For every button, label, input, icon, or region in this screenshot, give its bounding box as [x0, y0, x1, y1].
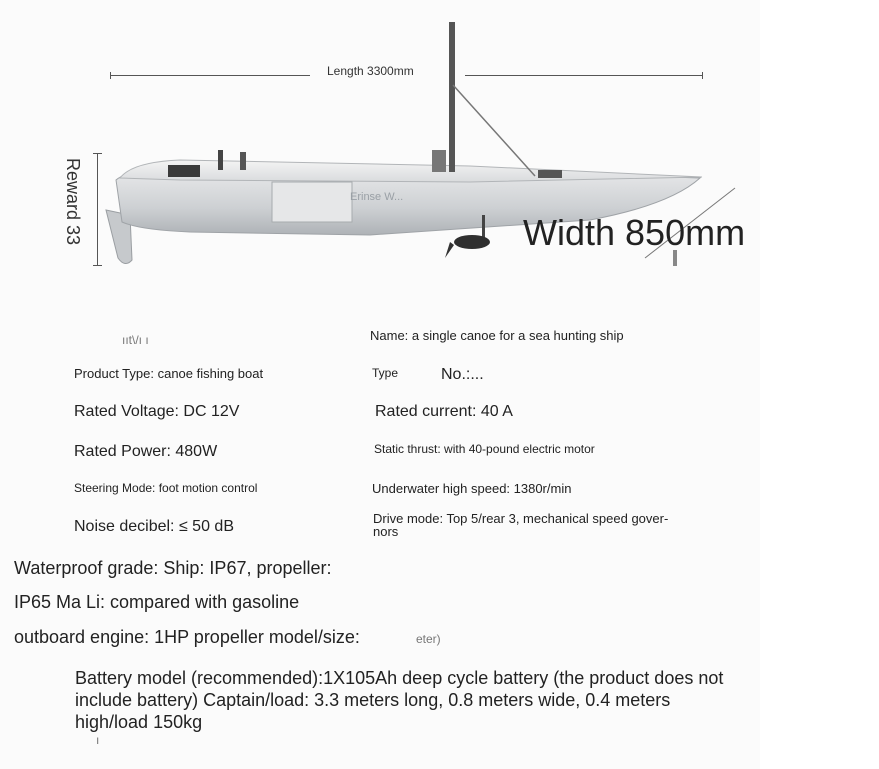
propeller-motor: [454, 235, 490, 249]
spec-rated-current: Rated current: 40 A: [375, 403, 513, 420]
spec-waterproof-1: Waterproof grade: Ship: IP67, propeller:: [14, 558, 332, 578]
spec-static-thrust: Static thrust: with 40-pound electric motor: [374, 442, 595, 456]
length-label: Length 3300mm: [327, 64, 414, 78]
hull-hatch: [272, 182, 352, 222]
spec-product-type: Product Type: canoe fishing boat: [74, 366, 264, 381]
hull-brand: Erinse W...: [350, 191, 404, 203]
mast-base: [432, 150, 446, 172]
rear-fitting: [538, 170, 562, 178]
deck: [120, 160, 702, 182]
seat: [168, 165, 200, 177]
spec-waterproof-2: IP65 Ma Li: compared with gasoline: [14, 592, 300, 612]
spec-name: Name: a single canoe for a sea hunting ship: [370, 328, 624, 343]
height-label: Reward 33: [63, 158, 83, 246]
spec-type-label: Type: [372, 366, 399, 380]
spec-steering-mode: Steering Mode: foot motion control: [74, 481, 258, 495]
spec-noise: Noise decibel: ≤ 50 dB: [74, 518, 234, 535]
spec-underwater-speed: Underwater high speed: 1380r/min: [372, 481, 572, 496]
spec-drive-mode-2: nors: [373, 524, 399, 539]
propeller-shaft: [482, 215, 485, 240]
seat-back: [218, 150, 223, 170]
width-label: Width 850mm: [523, 212, 746, 253]
spec-rated-voltage: Rated Voltage: DC 12V: [74, 403, 240, 420]
propeller-blade: [445, 242, 454, 258]
spec-outboard: outboard engine: 1HP propeller model/size:: [14, 627, 360, 647]
spec-drive-mode-1: Drive mode: Top 5/rear 3, mechanical speed gover-: [373, 511, 669, 526]
spec-type-value: No.:...: [441, 366, 484, 383]
spec-outboard-faded: eter): [416, 632, 441, 646]
footer-mark: ı: [96, 733, 100, 747]
faded-header: ııt\/ı ı: [122, 333, 149, 347]
spec-rated-power: Rated Power: 480W: [74, 443, 218, 460]
rod-holder: [240, 152, 246, 170]
spec-battery: Battery model (recommended):1X105Ah deep cycle battery (the product does not include battery) Captain/load: 3.3 meters long, 0.8 meters wide, 0.4 meters high/load 150kg: [75, 668, 724, 732]
mast: [449, 22, 455, 172]
